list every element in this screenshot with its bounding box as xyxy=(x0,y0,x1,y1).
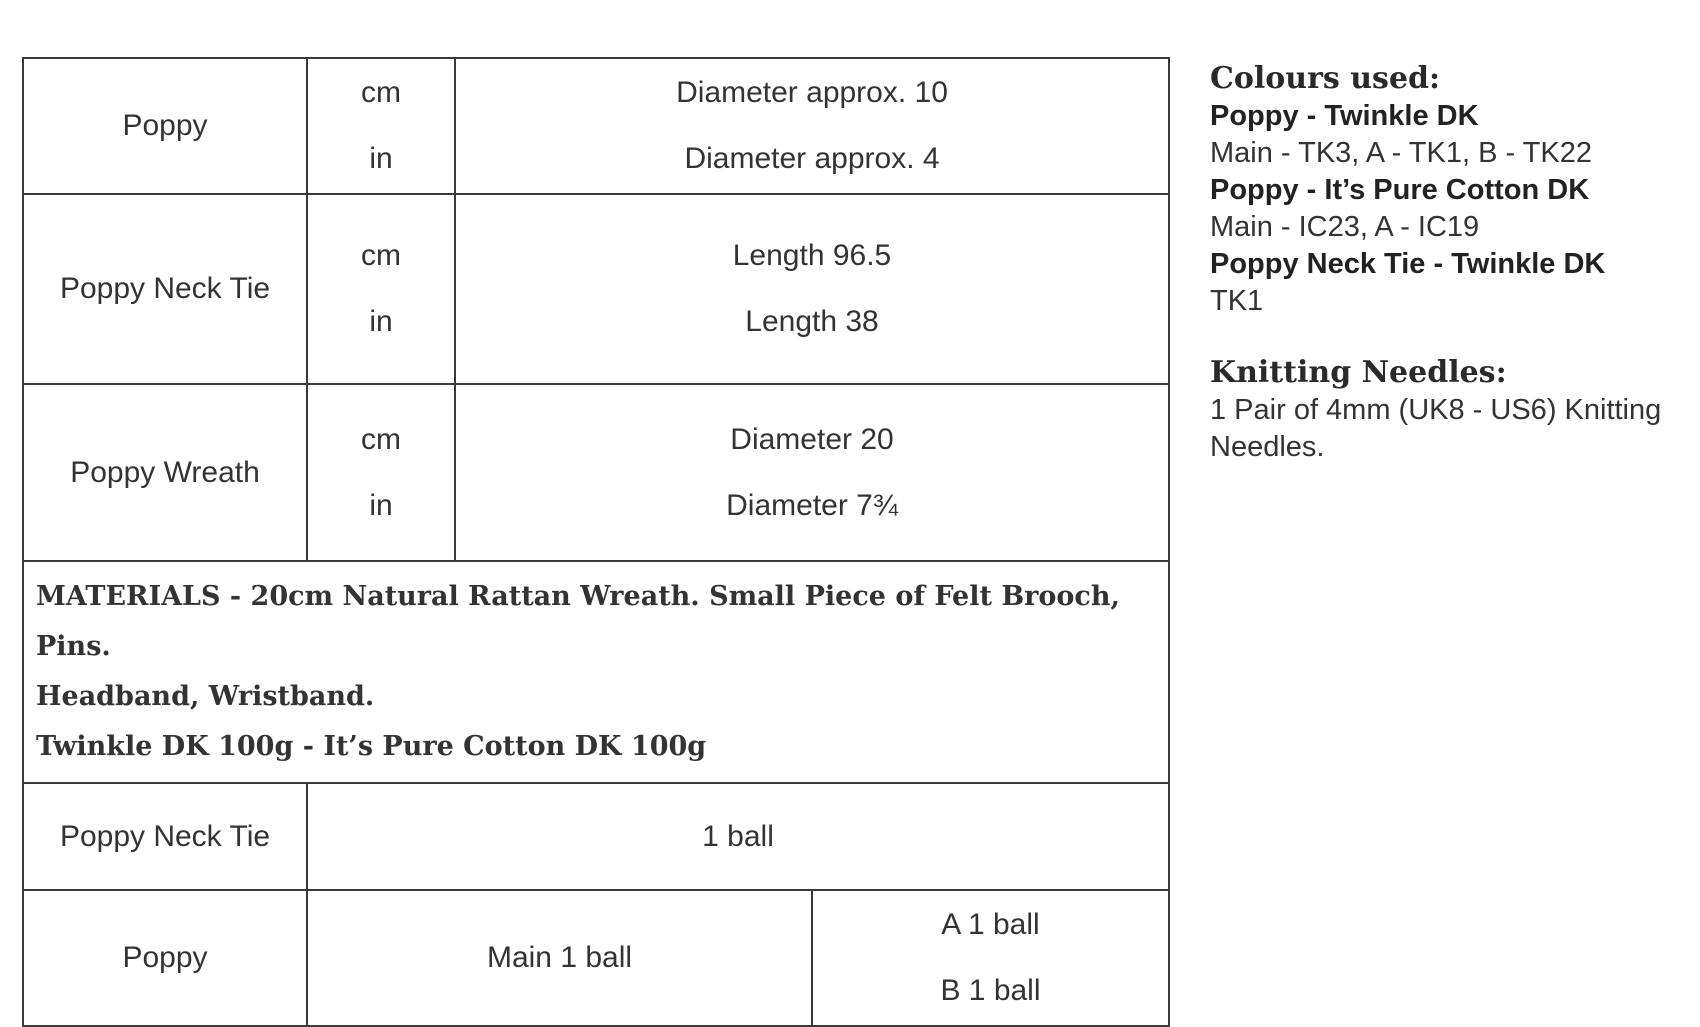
size-item: Poppy Wreath xyxy=(23,384,307,561)
colours-heading: Colours used: xyxy=(1210,61,1441,96)
needles-line: Needles. xyxy=(1210,431,1325,463)
materials-cell xyxy=(23,561,1169,783)
value-cm: Length 96.5 xyxy=(732,239,892,272)
yarn-item: Poppy xyxy=(23,890,307,1026)
sizes-table xyxy=(22,57,1170,1027)
colour-group-title: Poppy - Twinkle DK xyxy=(1210,100,1479,132)
yarn-amount: 1 ball xyxy=(307,783,1169,890)
value-cell xyxy=(455,384,1169,561)
colour-group-detail: TK1 xyxy=(1210,285,1264,317)
unit-cell xyxy=(307,384,455,561)
materials-line: Twinkle DK 100g - It’s Pure Cotton DK 100g xyxy=(36,731,707,762)
unit-in: in xyxy=(369,142,393,175)
colour-group-detail: Main - TK3, A - TK1, B - TK22 xyxy=(1210,137,1592,169)
value-cm: Diameter approx. 10 xyxy=(676,76,948,109)
value-in: Diameter approx. 4 xyxy=(684,142,940,175)
unit-in: in xyxy=(369,305,393,338)
yarn-row-neck-tie xyxy=(23,783,1169,890)
yarn-main-amount: Main 1 ball xyxy=(307,890,812,1026)
size-row-wreath xyxy=(23,384,1169,561)
value-in: Diameter 7¾ xyxy=(726,488,898,522)
value-in: Length 38 xyxy=(745,305,879,338)
materials-row xyxy=(23,561,1169,783)
unit-cell xyxy=(307,58,455,194)
size-row-neck-tie xyxy=(23,194,1169,384)
yarn-b-amount: B 1 ball xyxy=(940,974,1041,1007)
unit-in: in xyxy=(369,488,393,522)
needles-line: 1 Pair of 4mm (UK8 - US6) Knitting xyxy=(1210,394,1662,426)
yarn-row-poppy xyxy=(23,890,1169,1026)
yarn-a-amount: A 1 ball xyxy=(941,908,1040,941)
info-column xyxy=(1210,60,1690,466)
colour-group-title: Poppy - It’s Pure Cotton DK xyxy=(1210,174,1590,206)
needles-heading: Knitting Needles: xyxy=(1210,355,1507,390)
unit-cm: cm xyxy=(361,239,401,272)
unit-cell xyxy=(307,194,455,384)
colour-group-detail: Main - IC23, A - IC19 xyxy=(1210,211,1480,243)
materials-line: MATERIALS - 20cm Natural Rattan Wreath. Small Piece of Felt Brooch, Pins. xyxy=(36,581,1120,662)
value-cell xyxy=(455,58,1169,194)
size-row-poppy xyxy=(23,58,1169,194)
size-item: Poppy Neck Tie xyxy=(23,194,307,384)
value-cm: Diameter 20 xyxy=(730,422,894,456)
materials-line: Headband, Wristband. xyxy=(36,681,375,712)
unit-cm: cm xyxy=(361,76,401,109)
unit-cm: cm xyxy=(361,422,401,456)
yarn-contrast-cell xyxy=(812,890,1169,1026)
yarn-item: Poppy Neck Tie xyxy=(23,783,307,890)
value-cell xyxy=(455,194,1169,384)
size-item: Poppy xyxy=(23,58,307,194)
colour-group-title: Poppy Neck Tie - Twinkle DK xyxy=(1210,248,1606,280)
